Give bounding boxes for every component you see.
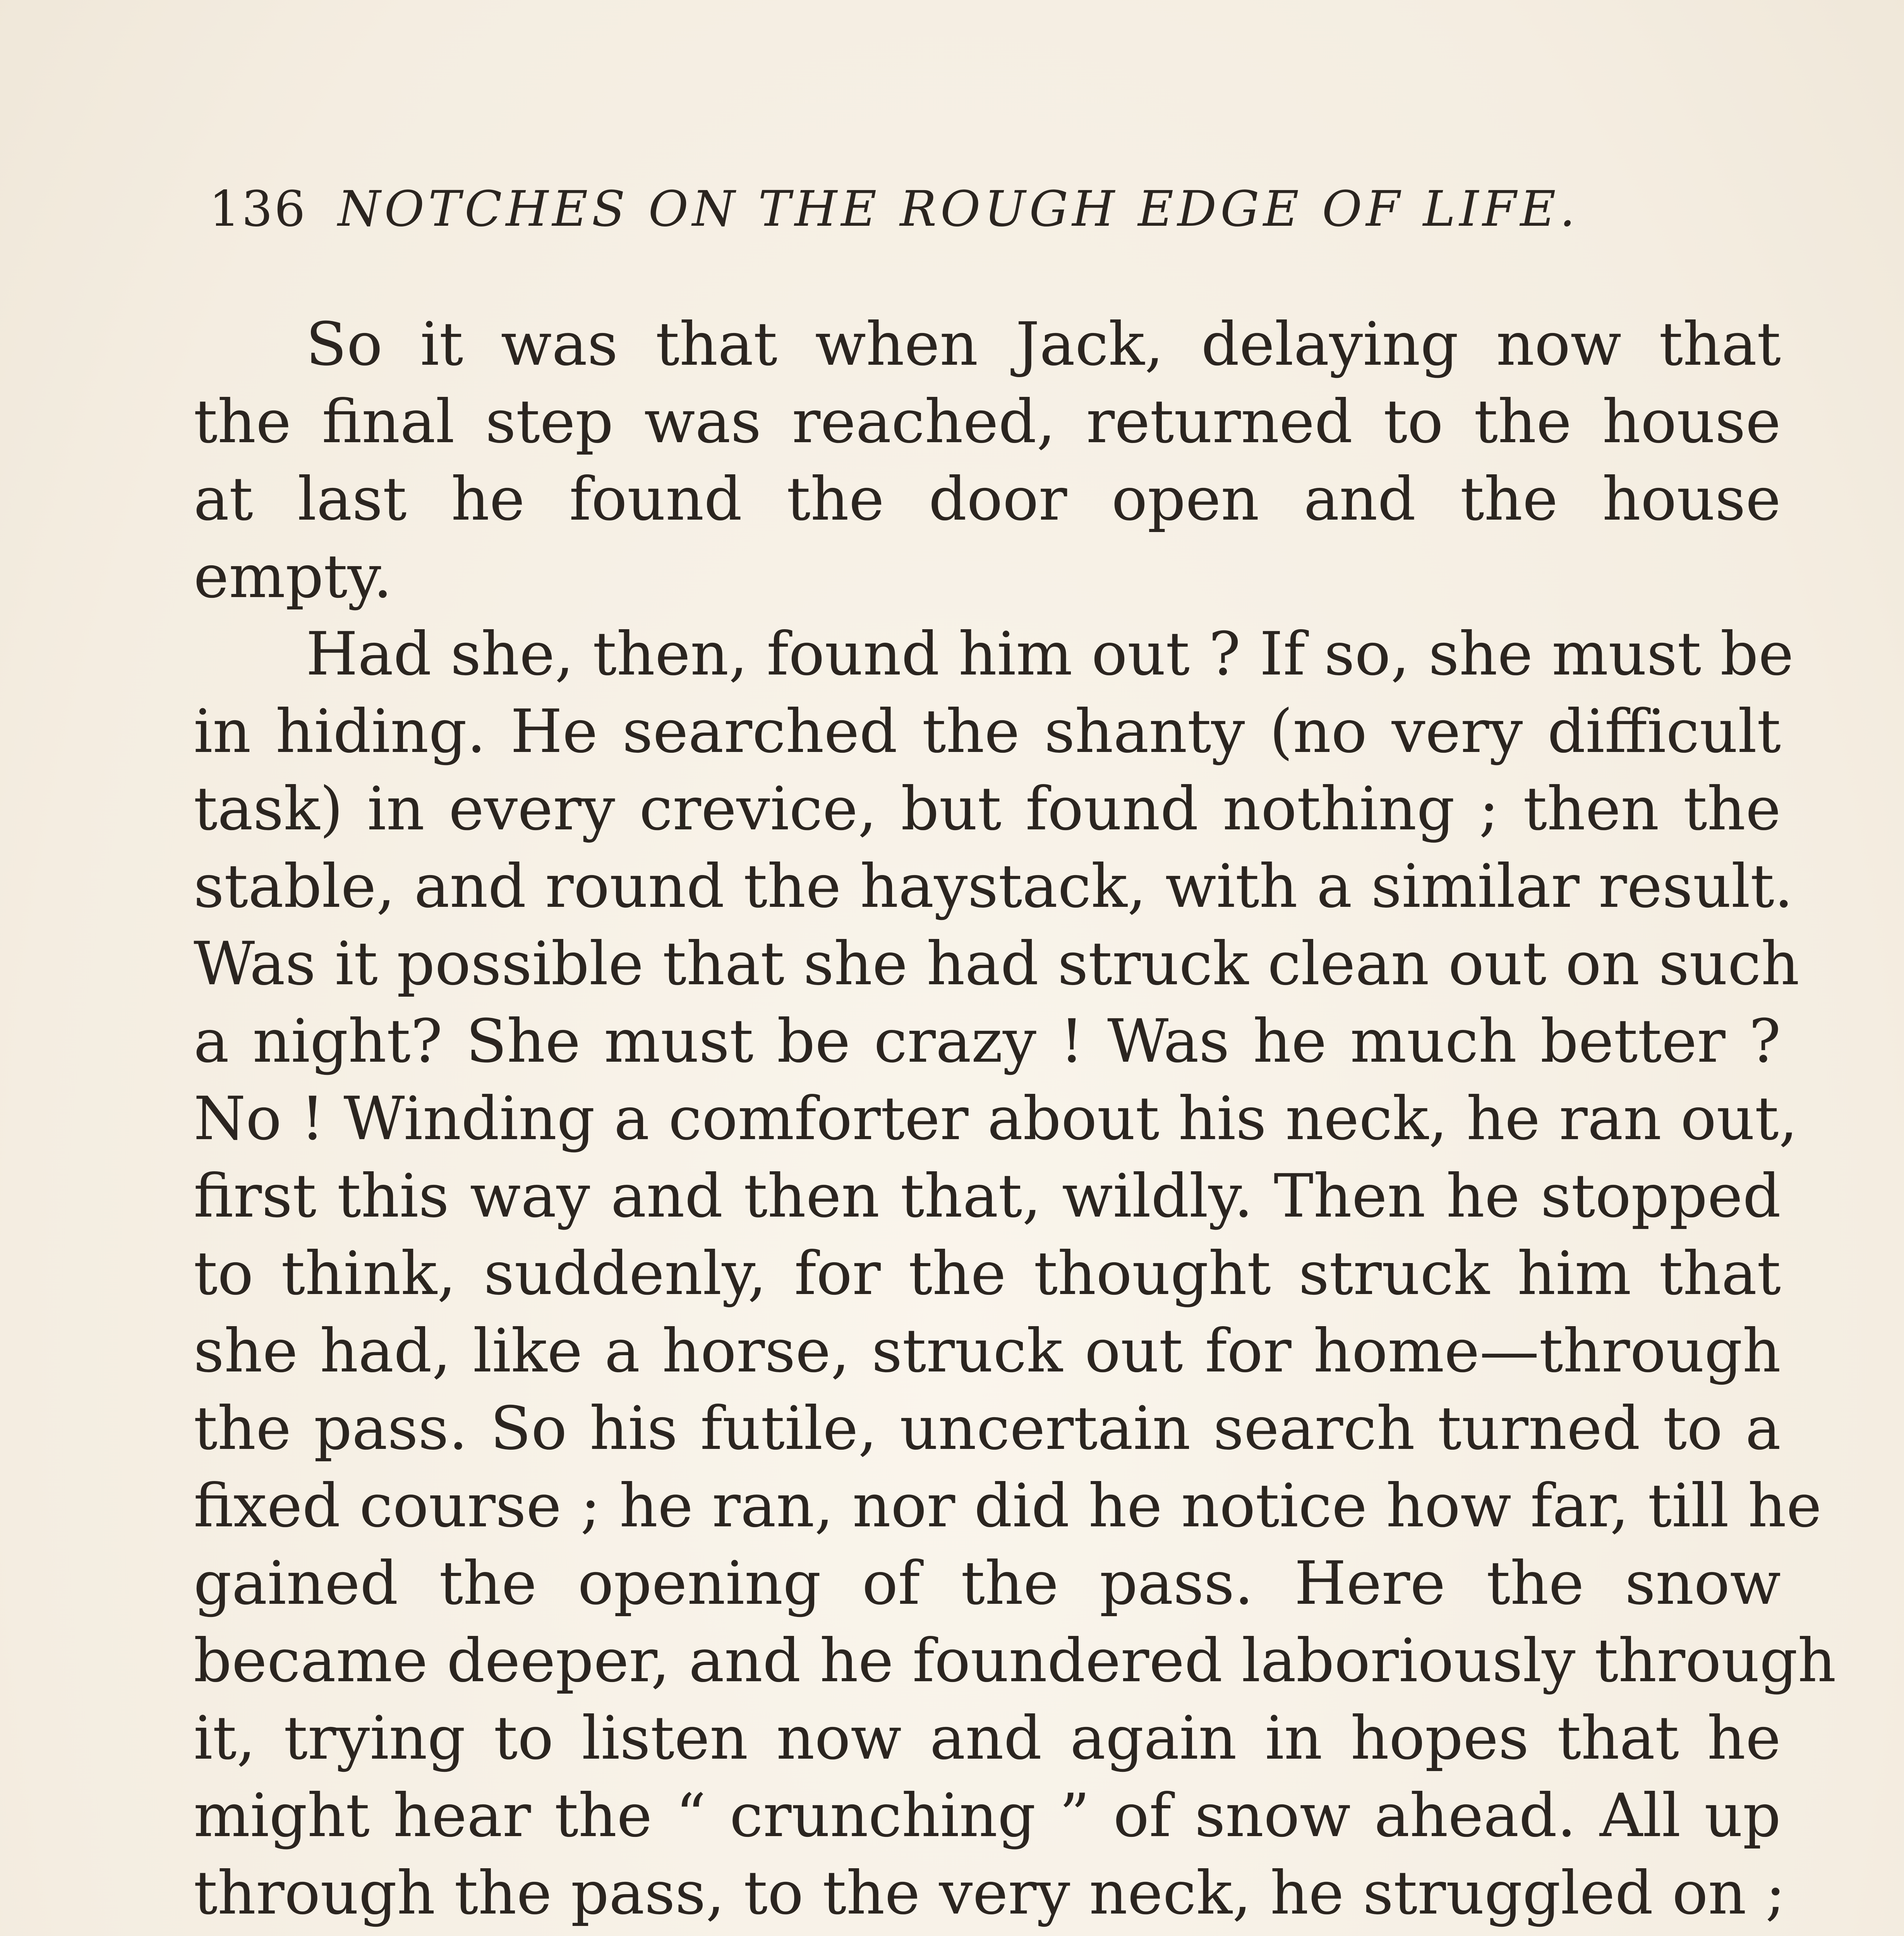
text-line: No ! Winding a comforter about his neck, he ran out,: [194, 1084, 1798, 1153]
text-line: through the pass, to the very neck, he struggled on ;: [194, 1859, 1786, 1928]
running-title: NOTCHES ON THE ROUGH EDGE OF LIFE.: [338, 180, 1579, 237]
running-head: [209, 178, 1742, 240]
text-line: to think, suddenly, for the thought struck him that: [194, 1239, 1781, 1308]
text-line: Had she, then, found him out ? If so, she must be: [306, 620, 1794, 689]
text-line: in hiding. He searched the shanty (no very difficult: [194, 697, 1781, 766]
text-line: might hear the “ crunching ” of snow ahead. All up: [194, 1781, 1781, 1850]
text-line: stable, and round the haystack, with a similar result.: [194, 852, 1793, 921]
text-line: at last he found the door open and the house: [194, 465, 1781, 534]
text-line: empty.: [194, 542, 393, 611]
body-text: [194, 306, 1836, 1936]
text-line: task) in every crevice, but found nothing ; then the: [194, 774, 1781, 844]
text-line: [194, 1932, 1781, 1936]
page-number: 136: [209, 180, 307, 237]
text-line: the final step was reached, returned to the house: [194, 387, 1781, 457]
text-line: So it was that when Jack, delaying now that: [306, 310, 1781, 379]
text-line: a night? She must be crazy ! Was he much better ?: [194, 1007, 1781, 1076]
text-line: Was it possible that she had struck clean out on such: [194, 929, 1799, 999]
text-line: became deeper, and he foundered laboriously through: [194, 1626, 1836, 1696]
text-line: it, trying to listen now and again in hopes that he: [194, 1704, 1781, 1773]
text-line: she had, like a horse, struck out for home—through: [194, 1316, 1781, 1386]
text-line: gained the opening of the pass. Here the snow: [194, 1549, 1781, 1618]
text-line: first this way and then that, wildly. Then he stopped: [194, 1162, 1781, 1231]
text-line: the pass. So his futile, uncertain search turned to a: [194, 1394, 1781, 1463]
text-line: fixed course ; he ran, nor did he notice how far, till he: [194, 1471, 1822, 1541]
